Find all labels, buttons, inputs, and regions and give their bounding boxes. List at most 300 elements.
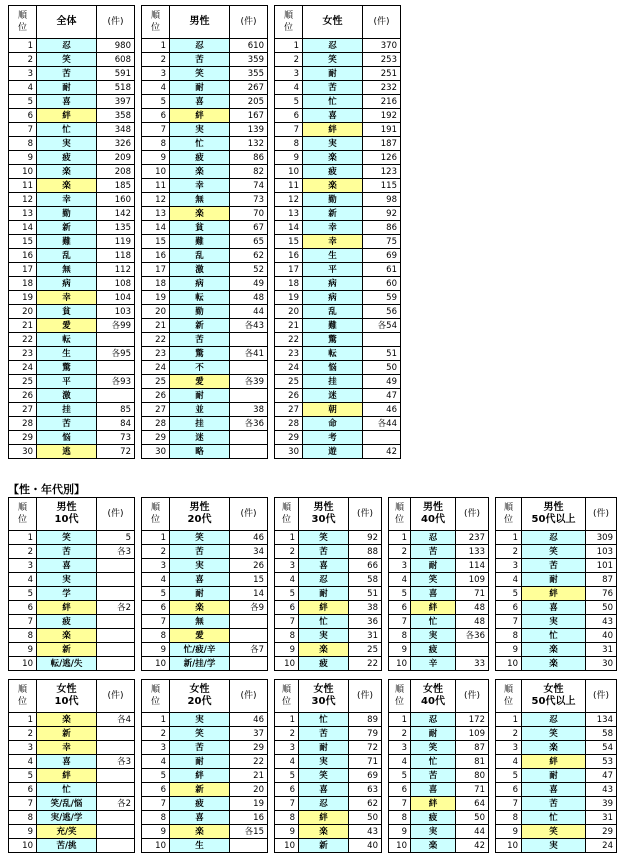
kanji-cell: 楽	[170, 165, 230, 179]
rank-cell: 18	[275, 277, 303, 291]
kanji-cell: 迷	[303, 389, 363, 403]
rank-cell: 16	[9, 249, 37, 263]
kanji-cell: 学	[37, 587, 97, 601]
table-row	[496, 615, 617, 629]
rank-cell: 3	[9, 67, 37, 81]
count-cell: 109	[456, 727, 489, 741]
rank-cell: 8	[275, 137, 303, 151]
table-row	[9, 783, 135, 797]
rank-cell: 7	[496, 797, 522, 811]
table-row	[389, 601, 489, 615]
kanji-cell: 忙	[170, 137, 230, 151]
count-cell: 58	[586, 727, 617, 741]
rank-cell: 3	[389, 559, 411, 573]
table-row	[389, 587, 489, 601]
kanji-cell: 平	[37, 375, 97, 389]
table-row	[496, 713, 617, 727]
ranking-table-male-40s	[388, 497, 489, 671]
kanji-cell: 笑/乱/悩	[37, 797, 97, 811]
rank-cell: 4	[142, 755, 170, 769]
count-cell: 39	[586, 797, 617, 811]
count-cell: 62	[349, 797, 382, 811]
table-row	[142, 305, 268, 319]
count-cell	[230, 361, 268, 375]
count-cell	[456, 643, 489, 657]
count-cell: 54	[586, 741, 617, 755]
table-row	[275, 713, 382, 727]
table-row	[275, 615, 382, 629]
kanji-cell: 愛	[170, 375, 230, 389]
rank-cell: 19	[275, 291, 303, 305]
table-row	[142, 179, 268, 193]
count-cell: 56	[363, 305, 401, 319]
rank-cell: 3	[496, 741, 522, 755]
rank-cell: 26	[9, 389, 37, 403]
count-cell	[97, 825, 135, 839]
count-cell: 267	[230, 81, 268, 95]
count-cell: 47	[363, 389, 401, 403]
table-row	[142, 319, 268, 333]
kanji-cell: 楽	[37, 179, 97, 193]
rank-cell: 6	[275, 109, 303, 123]
table-row	[9, 39, 135, 53]
table-row	[496, 559, 617, 573]
kanji-cell: 笑	[299, 531, 349, 545]
table-row	[275, 417, 401, 431]
rank-cell: 18	[9, 277, 37, 291]
count-cell: 980	[97, 39, 135, 53]
rank-cell: 5	[142, 769, 170, 783]
unit-header: (件)	[586, 498, 617, 531]
rank-cell: 24	[142, 361, 170, 375]
rank-cell: 7	[496, 615, 522, 629]
count-cell: 48	[456, 615, 489, 629]
count-cell: 126	[363, 151, 401, 165]
count-cell	[97, 811, 135, 825]
table-row	[9, 629, 135, 643]
table-row	[275, 123, 401, 137]
table-row	[142, 403, 268, 417]
kanji-cell: 実	[522, 615, 586, 629]
count-cell: 251	[363, 67, 401, 81]
rank-cell: 7	[9, 123, 37, 137]
kanji-cell: 楽	[37, 165, 97, 179]
rank-cell: 15	[142, 235, 170, 249]
table-row	[9, 95, 135, 109]
count-cell: 610	[230, 39, 268, 53]
table-row	[142, 797, 268, 811]
count-cell: 119	[97, 235, 135, 249]
kanji-cell: 挂	[303, 375, 363, 389]
count-cell: 359	[230, 53, 268, 67]
table-row	[142, 431, 268, 445]
kanji-cell: 耐	[37, 81, 97, 95]
count-cell: 86	[230, 151, 268, 165]
count-cell: 135	[97, 221, 135, 235]
kanji-cell: 絆	[170, 769, 230, 783]
rank-cell: 1	[142, 531, 170, 545]
rank-cell: 1	[389, 531, 411, 545]
kanji-cell: 無	[37, 263, 97, 277]
rank-cell: 1	[275, 39, 303, 53]
count-cell: 48	[230, 291, 268, 305]
count-cell: 87	[456, 741, 489, 755]
kanji-cell: 忍	[299, 573, 349, 587]
count-cell: 92	[349, 531, 382, 545]
table-row	[496, 545, 617, 559]
count-cell: 232	[363, 81, 401, 95]
table-row	[142, 769, 268, 783]
kanji-cell: 無	[170, 193, 230, 207]
kanji-cell: 絆	[299, 601, 349, 615]
table-row	[275, 375, 401, 389]
kanji-cell: 命	[303, 417, 363, 431]
kanji-cell: 幸	[170, 179, 230, 193]
table-row	[9, 587, 135, 601]
kanji-cell: 耐	[303, 67, 363, 81]
kanji-cell: 忙	[299, 615, 349, 629]
kanji-cell: 笑	[170, 531, 230, 545]
table-title: 全体	[37, 6, 97, 39]
kanji-cell: 病	[170, 277, 230, 291]
kanji-cell: 疲	[303, 165, 363, 179]
kanji-cell: 生	[170, 839, 230, 853]
table-row	[9, 165, 135, 179]
table-row	[9, 137, 135, 151]
kanji-cell: 貧	[37, 305, 97, 319]
kanji-cell: 喜	[170, 811, 230, 825]
table-row	[9, 797, 135, 811]
rank-cell: 7	[142, 797, 170, 811]
kanji-cell: 貧	[170, 221, 230, 235]
count-cell	[97, 839, 135, 853]
count-cell: 81	[456, 755, 489, 769]
table-row	[275, 235, 401, 249]
table-row	[9, 263, 135, 277]
count-cell: 各3	[97, 545, 135, 559]
table-row	[496, 755, 617, 769]
rank-cell: 5	[9, 587, 37, 601]
kanji-cell: 喜	[411, 587, 456, 601]
table-row	[9, 151, 135, 165]
table-row	[389, 727, 489, 741]
kanji-cell: 笑	[522, 545, 586, 559]
count-cell: 各93	[97, 375, 135, 389]
rank-cell: 3	[496, 559, 522, 573]
rank-cell: 3	[389, 741, 411, 755]
count-cell	[230, 431, 268, 445]
table-row	[9, 375, 135, 389]
kanji-cell: 実	[37, 137, 97, 151]
kanji-cell: 苦	[411, 769, 456, 783]
kanji-cell: 勤	[303, 193, 363, 207]
rank-cell: 4	[142, 573, 170, 587]
table-row	[142, 123, 268, 137]
rank-cell: 9	[142, 151, 170, 165]
count-cell: 71	[456, 587, 489, 601]
table-row	[142, 545, 268, 559]
count-cell: 139	[230, 123, 268, 137]
table-row	[389, 755, 489, 769]
kanji-cell: 楽	[411, 839, 456, 853]
rank-cell: 6	[275, 783, 299, 797]
count-cell: 65	[230, 235, 268, 249]
kanji-cell: 笑	[522, 825, 586, 839]
count-cell: 46	[363, 403, 401, 417]
table-row	[275, 151, 401, 165]
table-row	[275, 531, 382, 545]
kanji-cell: 苦	[37, 67, 97, 81]
rank-header: 順 位	[389, 498, 411, 531]
rank-cell: 29	[9, 431, 37, 445]
unit-header: (件)	[97, 6, 135, 39]
count-cell: 31	[586, 811, 617, 825]
rank-cell: 30	[142, 445, 170, 459]
kanji-cell: 悩	[303, 361, 363, 375]
table-row	[275, 431, 401, 445]
count-cell: 5	[97, 531, 135, 545]
rank-cell: 22	[142, 333, 170, 347]
count-cell: 191	[363, 123, 401, 137]
kanji-cell: 実	[170, 123, 230, 137]
table-row	[496, 769, 617, 783]
unit-header: (件)	[456, 498, 489, 531]
table-row	[275, 165, 401, 179]
count-cell	[230, 629, 268, 643]
count-cell: 59	[363, 291, 401, 305]
table-row	[9, 277, 135, 291]
table-row	[275, 769, 382, 783]
kanji-cell: 絆	[37, 769, 97, 783]
kanji-cell: 喜	[170, 95, 230, 109]
count-cell: 104	[97, 291, 135, 305]
table-row	[9, 615, 135, 629]
kanji-cell: 挂	[170, 417, 230, 431]
rank-cell: 11	[9, 179, 37, 193]
kanji-cell: 笑	[411, 573, 456, 587]
kanji-cell: 朝	[303, 403, 363, 417]
count-cell: 16	[230, 811, 268, 825]
kanji-cell: 新	[37, 643, 97, 657]
rank-header: 順 位	[275, 680, 299, 713]
kanji-cell: 笑	[37, 53, 97, 67]
table-title: 男性 50代以上	[522, 498, 586, 531]
rank-cell: 2	[9, 545, 37, 559]
count-cell: 49	[363, 375, 401, 389]
kanji-cell: 忍	[170, 39, 230, 53]
count-cell: 79	[349, 727, 382, 741]
ranking-table-male-30s	[274, 497, 382, 671]
count-cell: 518	[97, 81, 135, 95]
table-row	[142, 151, 268, 165]
count-cell	[230, 657, 268, 671]
kanji-cell: 楽	[522, 657, 586, 671]
table-row	[496, 839, 617, 853]
rank-cell: 9	[275, 151, 303, 165]
rank-cell: 23	[142, 347, 170, 361]
kanji-cell: 激	[37, 389, 97, 403]
count-cell	[97, 587, 135, 601]
rank-cell: 24	[275, 361, 303, 375]
rank-cell: 4	[496, 573, 522, 587]
kanji-cell: 耐	[411, 559, 456, 573]
kanji-cell: 絆	[37, 601, 97, 615]
table-row	[9, 417, 135, 431]
kanji-cell: 苦	[170, 741, 230, 755]
table-row	[389, 769, 489, 783]
kanji-cell: 乱	[37, 249, 97, 263]
kanji-cell: 病	[37, 277, 97, 291]
rank-cell: 1	[142, 713, 170, 727]
count-cell: 187	[363, 137, 401, 151]
table-row	[389, 839, 489, 853]
table-row	[142, 741, 268, 755]
table-title: 男性 10代	[37, 498, 97, 531]
table-row	[496, 643, 617, 657]
kanji-cell: 疲	[411, 643, 456, 657]
count-cell: 50	[456, 811, 489, 825]
rank-cell: 7	[389, 797, 411, 811]
table-row	[142, 587, 268, 601]
rank-cell: 3	[275, 67, 303, 81]
kanji-cell: 充/笑	[37, 825, 97, 839]
kanji-cell: 新/挂/学	[170, 657, 230, 671]
count-cell: 84	[97, 417, 135, 431]
rank-cell: 3	[275, 559, 299, 573]
kanji-cell: 耐	[170, 389, 230, 403]
kanji-cell: 絆	[170, 109, 230, 123]
kanji-cell: 並	[170, 403, 230, 417]
count-cell: 64	[456, 797, 489, 811]
kanji-cell: 実	[522, 839, 586, 853]
rank-cell: 27	[9, 403, 37, 417]
kanji-cell: 考	[303, 431, 363, 445]
rank-cell: 19	[142, 291, 170, 305]
rank-cell: 6	[9, 601, 37, 615]
count-cell: 86	[363, 221, 401, 235]
kanji-cell: 逃	[37, 445, 97, 459]
count-cell: 114	[456, 559, 489, 573]
kanji-cell: 実	[37, 573, 97, 587]
rank-cell: 5	[142, 587, 170, 601]
count-cell: 103	[97, 305, 135, 319]
table-row	[275, 545, 382, 559]
rank-cell: 2	[389, 545, 411, 559]
kanji-cell: 疲	[299, 657, 349, 671]
rank-header: 順 位	[275, 498, 299, 531]
count-cell: 各2	[97, 797, 135, 811]
kanji-cell: 忙	[522, 811, 586, 825]
count-cell: 253	[363, 53, 401, 67]
count-cell: 326	[97, 137, 135, 151]
count-cell: 71	[349, 755, 382, 769]
table-row	[275, 95, 401, 109]
table-row	[9, 811, 135, 825]
table-row	[142, 573, 268, 587]
rank-cell: 10	[275, 839, 299, 853]
rank-cell: 9	[9, 825, 37, 839]
kanji-cell: 苦	[170, 53, 230, 67]
kanji-cell: 幸	[37, 741, 97, 755]
count-cell: 348	[97, 123, 135, 137]
rank-cell: 1	[9, 531, 37, 545]
unit-header: (件)	[349, 680, 382, 713]
kanji-cell: 絆	[411, 601, 456, 615]
rank-cell: 10	[142, 165, 170, 179]
table-row	[9, 193, 135, 207]
table-row	[389, 811, 489, 825]
count-cell: 209	[97, 151, 135, 165]
table-row	[142, 727, 268, 741]
kanji-cell: 笑	[299, 769, 349, 783]
rank-cell: 6	[389, 601, 411, 615]
count-cell: 38	[230, 403, 268, 417]
table-row	[275, 403, 401, 417]
rank-cell: 7	[142, 615, 170, 629]
rank-cell: 5	[142, 95, 170, 109]
table-row	[275, 137, 401, 151]
rank-cell: 23	[275, 347, 303, 361]
table-row	[9, 347, 135, 361]
table-row	[9, 403, 135, 417]
table-row	[9, 389, 135, 403]
rank-cell: 8	[275, 811, 299, 825]
rank-cell: 7	[275, 797, 299, 811]
count-cell: 29	[230, 741, 268, 755]
count-cell: 98	[363, 193, 401, 207]
table-row	[9, 643, 135, 657]
count-cell: 75	[363, 235, 401, 249]
kanji-cell: 激	[170, 263, 230, 277]
table-row	[389, 615, 489, 629]
kanji-cell: 楽	[303, 151, 363, 165]
kanji-cell: 平	[303, 263, 363, 277]
rank-cell: 9	[275, 643, 299, 657]
table-row	[496, 657, 617, 671]
table-row	[496, 727, 617, 741]
rank-cell: 6	[389, 783, 411, 797]
rank-cell: 1	[9, 713, 37, 727]
rank-cell: 8	[389, 629, 411, 643]
rank-cell: 19	[9, 291, 37, 305]
table-row	[142, 291, 268, 305]
rank-cell: 2	[9, 727, 37, 741]
kanji-cell: 苦	[37, 545, 97, 559]
rank-cell: 10	[9, 839, 37, 853]
rank-cell: 6	[496, 783, 522, 797]
rank-header: 順 位	[9, 498, 37, 531]
count-cell: 44	[230, 305, 268, 319]
kanji-cell: 無	[170, 615, 230, 629]
table-row	[142, 657, 268, 671]
count-cell	[230, 615, 268, 629]
count-cell: 各4	[97, 713, 135, 727]
rank-cell: 12	[142, 193, 170, 207]
rank-cell: 2	[389, 727, 411, 741]
count-cell: 53	[586, 755, 617, 769]
rank-cell: 5	[9, 769, 37, 783]
rank-cell: 7	[389, 615, 411, 629]
kanji-cell: 驚	[37, 361, 97, 375]
table-row	[275, 797, 382, 811]
kanji-cell: 忍	[411, 713, 456, 727]
kanji-cell: 略	[170, 445, 230, 459]
kanji-cell: 絆	[522, 587, 586, 601]
table-row	[275, 249, 401, 263]
table-row	[142, 811, 268, 825]
kanji-cell: 喜	[37, 755, 97, 769]
count-cell: 33	[456, 657, 489, 671]
